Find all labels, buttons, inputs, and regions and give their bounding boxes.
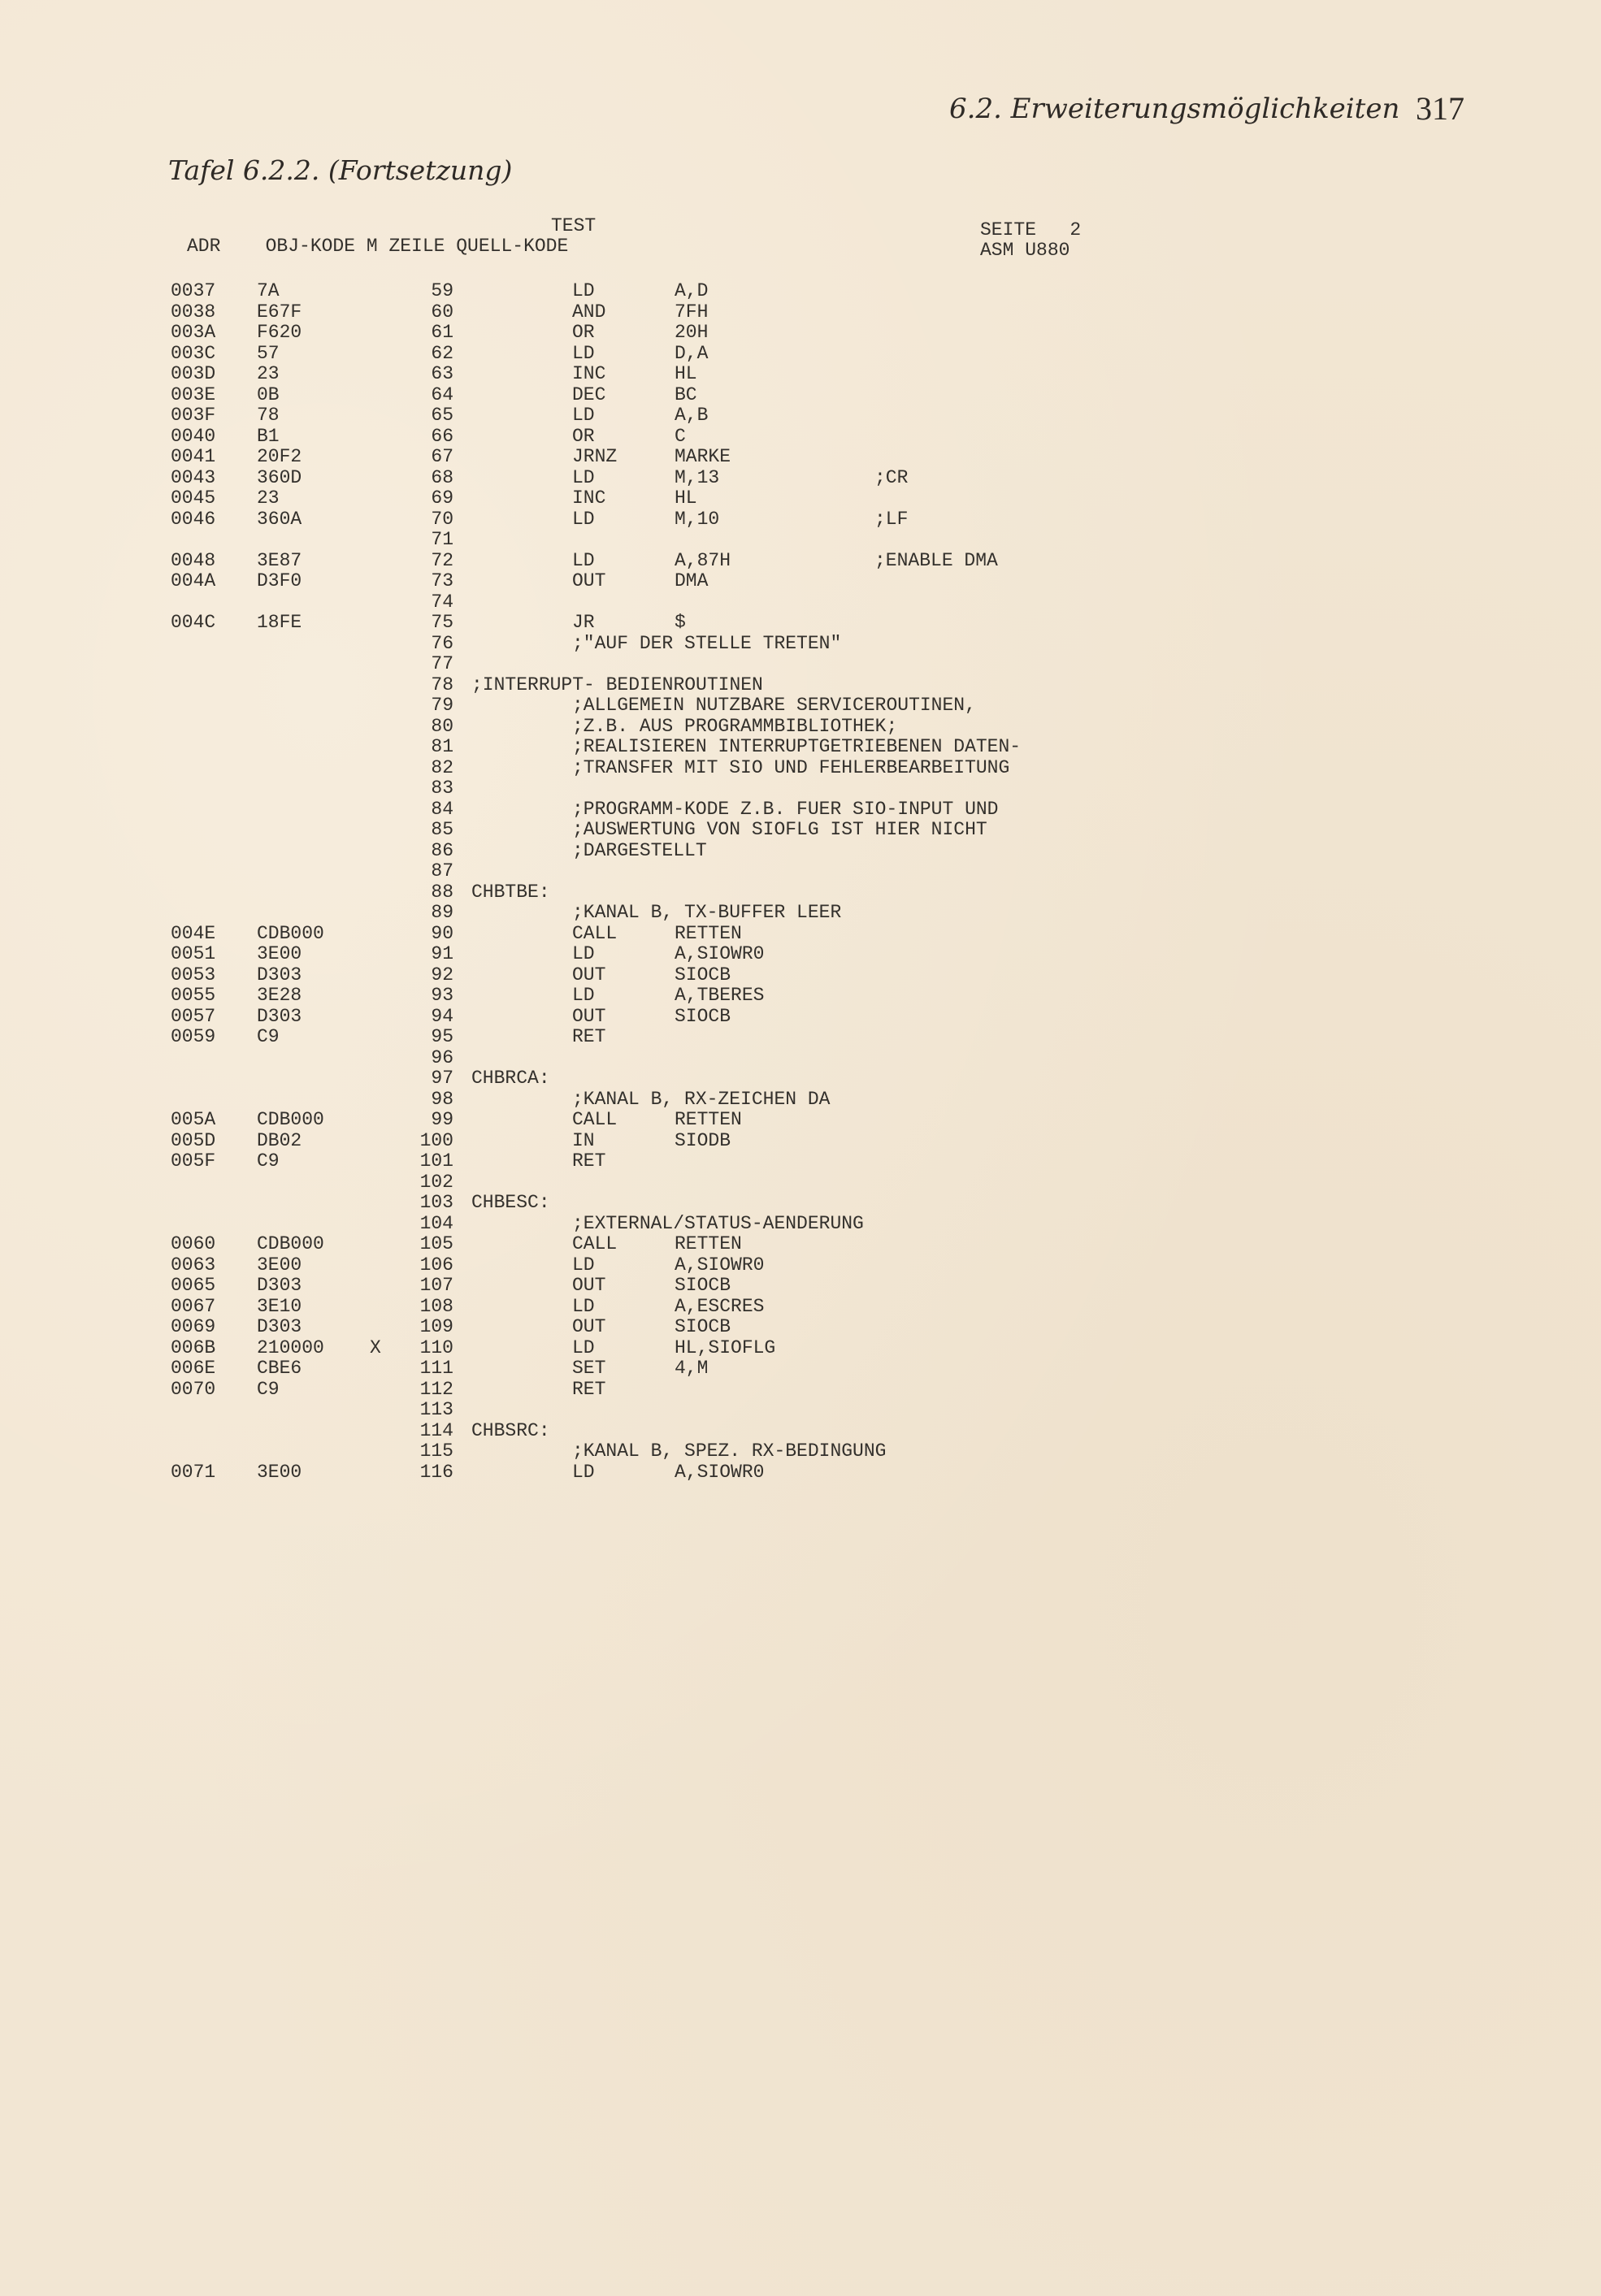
listing-row xyxy=(171,385,1146,406)
opcode-cell: OR xyxy=(572,425,595,447)
object-code-cell: 3E00 xyxy=(257,1254,302,1276)
line-number-cell: 59 xyxy=(431,280,453,301)
object-code-cell: 3E10 xyxy=(257,1295,302,1317)
opcode-cell: OUT xyxy=(572,570,606,591)
object-code-cell: D3F0 xyxy=(257,570,302,591)
line-number-cell: 61 xyxy=(431,322,453,343)
listing-row xyxy=(171,1007,1146,1028)
listing-row xyxy=(171,1441,1146,1462)
line-number-cell: 100 xyxy=(419,1129,453,1151)
line-number-cell: 105 xyxy=(419,1233,453,1254)
line-number-cell: 92 xyxy=(431,964,453,986)
listing-row xyxy=(171,1151,1146,1172)
listing-row xyxy=(171,1172,1146,1193)
line-number-cell: 86 xyxy=(431,839,453,861)
address-cell: 004A xyxy=(171,570,216,591)
operand-cell: MARKE xyxy=(675,446,731,467)
object-code-cell: CDB000 xyxy=(257,922,324,944)
listing-row xyxy=(171,1317,1146,1338)
operand-cell: A,B xyxy=(675,405,709,426)
listing-row xyxy=(171,1297,1146,1318)
opcode-cell: LD xyxy=(572,342,595,364)
listing-row xyxy=(171,634,1146,655)
page-label: SEITE 2 xyxy=(980,219,1082,240)
listing-row xyxy=(171,364,1146,385)
address-cell: 003A xyxy=(171,322,216,343)
line-number-cell: 80 xyxy=(431,715,453,737)
listing-row xyxy=(171,944,1146,965)
opcode-cell: ;REALISIEREN INTERRUPTGETRIEBENEN DATEN- xyxy=(572,736,1022,757)
listing-row xyxy=(171,1255,1146,1276)
listing-row xyxy=(171,551,1146,572)
address-cell: 0041 xyxy=(171,446,216,467)
object-code-cell: 57 xyxy=(257,342,280,364)
listing-row xyxy=(171,1380,1146,1401)
listing-row xyxy=(171,323,1146,344)
opcode-cell: ;"AUF DER STELLE TRETEN" xyxy=(572,632,842,654)
opcode-cell: ;KANAL B, SPEZ. RX-BEDINGUNG xyxy=(572,1440,887,1462)
listing-row xyxy=(171,1090,1146,1111)
listing-row xyxy=(171,861,1146,882)
opcode-cell: OR xyxy=(572,322,595,343)
address-cell: 003F xyxy=(171,405,216,426)
line-number-cell: 66 xyxy=(431,425,453,447)
listing-row xyxy=(171,1027,1146,1048)
running-header-title: 6.2. Erweiterungsmöglichkeiten xyxy=(949,93,1400,125)
object-code-cell: B1 xyxy=(257,425,280,447)
assembler-listing xyxy=(171,281,1146,1483)
operand-cell: BC xyxy=(675,383,697,405)
listing-row xyxy=(171,717,1146,738)
listing-row xyxy=(171,924,1146,945)
label-cell: CHBTBE: xyxy=(471,881,550,903)
line-number-cell: 69 xyxy=(431,487,453,509)
operand-cell: SIOCB xyxy=(675,964,731,986)
operand-cell: 4,M xyxy=(675,1358,709,1379)
object-code-cell: DB02 xyxy=(257,1129,302,1151)
listing-row xyxy=(171,447,1146,468)
opcode-cell: ;PROGRAMM-KODE Z.B. FUER SIO-INPUT UND xyxy=(572,798,999,820)
marker-cell: X xyxy=(370,1336,381,1358)
listing-row xyxy=(171,1421,1146,1442)
opcode-cell: LD xyxy=(572,549,595,571)
line-number-cell: 112 xyxy=(419,1378,453,1400)
object-code-cell: 23 xyxy=(257,363,280,384)
listing-row xyxy=(171,468,1146,489)
address-cell: 006B xyxy=(171,1336,216,1358)
listing-row xyxy=(171,1338,1146,1359)
line-number-cell: 90 xyxy=(431,922,453,944)
object-code-cell: 78 xyxy=(257,405,280,426)
object-code-cell: C9 xyxy=(257,1026,280,1047)
object-code-cell: 3E00 xyxy=(257,1461,302,1483)
program-name: TEST xyxy=(551,215,597,236)
opcode-cell: LD xyxy=(572,1254,595,1276)
line-number-cell: 75 xyxy=(431,612,453,633)
listing-row xyxy=(171,1048,1146,1069)
line-number-cell: 81 xyxy=(431,736,453,757)
opcode-cell: ;KANAL B, RX-ZEICHEN DA xyxy=(572,1088,831,1110)
line-number-cell: 88 xyxy=(431,881,453,903)
address-cell: 0055 xyxy=(171,985,216,1006)
operand-cell: A,SIOWR0 xyxy=(675,1254,765,1276)
opcode-cell: ;KANAL B, TX-BUFFER LEER xyxy=(572,902,842,923)
opcode-cell: ;AUSWERTUNG VON SIOFLG IST HIER NICHT xyxy=(572,819,987,840)
object-code-cell: E67F xyxy=(257,301,302,323)
object-code-cell: D303 xyxy=(257,1275,302,1296)
line-number-cell: 70 xyxy=(431,508,453,530)
address-cell: 0038 xyxy=(171,301,216,323)
address-cell: 003C xyxy=(171,342,216,364)
line-number-cell: 106 xyxy=(419,1254,453,1276)
object-code-cell: F620 xyxy=(257,322,302,343)
opcode-cell: ;TRANSFER MIT SIO UND FEHLERBEARBEITUNG xyxy=(572,756,1010,778)
listing-row xyxy=(171,1068,1146,1090)
address-cell: 005F xyxy=(171,1150,216,1172)
object-code-cell: D303 xyxy=(257,1316,302,1337)
line-number-cell: 96 xyxy=(431,1046,453,1068)
address-cell: 0043 xyxy=(171,466,216,488)
line-number-cell: 72 xyxy=(431,549,453,571)
opcode-cell: INC xyxy=(572,363,606,384)
opcode-cell: CALL xyxy=(572,922,618,944)
address-cell: 004C xyxy=(171,612,216,633)
opcode-cell: LD xyxy=(572,985,595,1006)
label-cell: CHBSRC: xyxy=(471,1419,550,1441)
column-headings: ADR OBJ-KODE M ZEILE QUELL-KODE xyxy=(187,236,569,257)
object-code-cell: 3E00 xyxy=(257,943,302,964)
listing-row xyxy=(171,613,1146,634)
address-cell: 0071 xyxy=(171,1461,216,1483)
opcode-cell: RET xyxy=(572,1150,606,1172)
listing-row xyxy=(171,592,1146,613)
operand-cell: 7FH xyxy=(675,301,709,323)
address-cell: 0037 xyxy=(171,280,216,301)
opcode-cell: LD xyxy=(572,508,595,530)
line-number-cell: 104 xyxy=(419,1212,453,1234)
label-cell: ;INTERRUPT- BEDIENROUTINEN xyxy=(471,674,763,695)
listing-row xyxy=(171,1131,1146,1152)
listing-row xyxy=(171,427,1146,448)
object-code-cell: 360D xyxy=(257,466,302,488)
line-number-cell: 93 xyxy=(431,985,453,1006)
opcode-cell: CALL xyxy=(572,1109,618,1130)
opcode-cell: INC xyxy=(572,487,606,509)
listing-row xyxy=(171,530,1146,551)
listing-row xyxy=(171,675,1146,696)
line-number-cell: 99 xyxy=(431,1109,453,1130)
opcode-cell: LD xyxy=(572,1295,595,1317)
operand-cell: A,87H xyxy=(675,549,731,571)
opcode-cell: RET xyxy=(572,1026,606,1047)
opcode-cell: JRNZ xyxy=(572,446,618,467)
line-number-cell: 76 xyxy=(431,632,453,654)
listing-row xyxy=(171,1276,1146,1297)
line-number-cell: 65 xyxy=(431,405,453,426)
listing-row xyxy=(171,841,1146,862)
opcode-cell: LD xyxy=(572,1461,595,1483)
opcode-cell: LD xyxy=(572,280,595,301)
object-code-cell: 20F2 xyxy=(257,446,302,467)
line-number-cell: 109 xyxy=(419,1316,453,1337)
opcode-cell: LD xyxy=(572,466,595,488)
table-caption: Tafel 6.2.2. (Fortsetzung) xyxy=(168,154,513,186)
operand-cell: A,D xyxy=(675,280,709,301)
operand-cell: HL,SIOFLG xyxy=(675,1336,776,1358)
listing-row xyxy=(171,654,1146,675)
object-code-cell: C9 xyxy=(257,1378,280,1400)
opcode-cell: AND xyxy=(572,301,606,323)
opcode-cell: OUT xyxy=(572,1275,606,1296)
object-code-cell: CBE6 xyxy=(257,1358,302,1379)
address-cell: 0051 xyxy=(171,943,216,964)
address-cell: 0067 xyxy=(171,1295,216,1317)
address-cell: 0069 xyxy=(171,1316,216,1337)
listing-row xyxy=(171,571,1146,592)
listing-row xyxy=(171,344,1146,365)
line-number-cell: 102 xyxy=(419,1171,453,1193)
object-code-cell: CDB000 xyxy=(257,1109,324,1130)
comment-cell: ;ENABLE DMA xyxy=(874,549,998,571)
listing-row xyxy=(171,488,1146,509)
operand-cell: HL xyxy=(675,363,697,384)
line-number-cell: 85 xyxy=(431,819,453,840)
operand-cell: A,TBERES xyxy=(675,985,765,1006)
line-number-cell: 108 xyxy=(419,1295,453,1317)
address-cell: 006E xyxy=(171,1358,216,1379)
address-cell: 004E xyxy=(171,922,216,944)
listing-row xyxy=(171,986,1146,1007)
line-number-cell: 74 xyxy=(431,591,453,613)
comment-cell: ;LF xyxy=(874,508,909,530)
listing-row xyxy=(171,1214,1146,1235)
line-number-cell: 110 xyxy=(419,1336,453,1358)
object-code-cell: 360A xyxy=(257,508,302,530)
opcode-cell: ;Z.B. AUS PROGRAMMBIBLIOTHEK; xyxy=(572,715,898,737)
line-number-cell: 114 xyxy=(419,1419,453,1441)
line-number-cell: 71 xyxy=(431,529,453,550)
opcode-cell: OUT xyxy=(572,964,606,986)
listing-row xyxy=(171,695,1146,717)
listing-row xyxy=(171,302,1146,323)
opcode-cell: ;DARGESTELLT xyxy=(572,839,707,861)
operand-cell: A,SIOWR0 xyxy=(675,943,765,964)
object-code-cell: 3E87 xyxy=(257,549,302,571)
line-number-cell: 111 xyxy=(419,1358,453,1379)
line-number-cell: 103 xyxy=(419,1192,453,1213)
line-number-cell: 94 xyxy=(431,1005,453,1027)
line-number-cell: 83 xyxy=(431,778,453,799)
address-cell: 0057 xyxy=(171,1005,216,1027)
object-code-cell: C9 xyxy=(257,1150,280,1172)
operand-cell: RETTEN xyxy=(675,1233,742,1254)
object-code-cell: CDB000 xyxy=(257,1233,324,1254)
line-number-cell: 87 xyxy=(431,860,453,882)
operand-cell: SIODB xyxy=(675,1129,731,1151)
opcode-cell: JR xyxy=(572,612,595,633)
line-number-cell: 77 xyxy=(431,653,453,674)
operand-cell: A,SIOWR0 xyxy=(675,1461,765,1483)
opcode-cell: OUT xyxy=(572,1316,606,1337)
address-cell: 003E xyxy=(171,383,216,405)
operand-cell: SIOCB xyxy=(675,1316,731,1337)
operand-cell: DMA xyxy=(675,570,709,591)
operand-cell: HL xyxy=(675,487,697,509)
operand-cell: $ xyxy=(675,612,686,633)
opcode-cell: ;EXTERNAL/STATUS-AENDERUNG xyxy=(572,1212,864,1234)
operand-cell: A,ESCRES xyxy=(675,1295,765,1317)
line-number-cell: 78 xyxy=(431,674,453,695)
opcode-cell: IN xyxy=(572,1129,595,1151)
opcode-cell: LD xyxy=(572,1336,595,1358)
listing-row xyxy=(171,1234,1146,1255)
line-number-cell: 113 xyxy=(419,1399,453,1420)
opcode-cell: RET xyxy=(572,1378,606,1400)
address-cell: 005A xyxy=(171,1109,216,1130)
listing-row xyxy=(171,799,1146,821)
operand-cell: M,10 xyxy=(675,508,720,530)
operand-cell: 20H xyxy=(675,322,709,343)
opcode-cell: LD xyxy=(572,943,595,964)
line-number-cell: 73 xyxy=(431,570,453,591)
listing-row xyxy=(171,1462,1146,1484)
line-number-cell: 82 xyxy=(431,756,453,778)
listing-row xyxy=(171,820,1146,841)
address-cell: 0053 xyxy=(171,964,216,986)
object-code-cell: 3E28 xyxy=(257,985,302,1006)
line-number-cell: 91 xyxy=(431,943,453,964)
object-code-cell: 210000 xyxy=(257,1336,324,1358)
line-number-cell: 97 xyxy=(431,1068,453,1089)
line-number-cell: 84 xyxy=(431,798,453,820)
address-cell: 0065 xyxy=(171,1275,216,1296)
operand-cell: D,A xyxy=(675,342,709,364)
address-cell: 0060 xyxy=(171,1233,216,1254)
line-number-cell: 63 xyxy=(431,363,453,384)
listing-row xyxy=(171,965,1146,986)
operand-cell: SIOCB xyxy=(675,1005,731,1027)
opcode-cell: ;ALLGEMEIN NUTZBARE SERVICEROUTINEN, xyxy=(572,695,976,716)
listing-row xyxy=(171,1400,1146,1421)
object-code-cell: D303 xyxy=(257,1005,302,1027)
listing-row xyxy=(171,1358,1146,1380)
line-number-cell: 116 xyxy=(419,1461,453,1483)
opcode-cell: SET xyxy=(572,1358,606,1379)
listing-row xyxy=(171,1110,1146,1131)
listing-row xyxy=(171,882,1146,903)
operand-cell: RETTEN xyxy=(675,922,742,944)
operand-cell: SIOCB xyxy=(675,1275,731,1296)
opcode-cell: OUT xyxy=(572,1005,606,1027)
line-number-cell: 64 xyxy=(431,383,453,405)
operand-cell: RETTEN xyxy=(675,1109,742,1130)
opcode-cell: CALL xyxy=(572,1233,618,1254)
line-number-cell: 107 xyxy=(419,1275,453,1296)
opcode-cell: LD xyxy=(572,405,595,426)
address-cell: 0070 xyxy=(171,1378,216,1400)
line-number-cell: 98 xyxy=(431,1088,453,1110)
address-cell: 003D xyxy=(171,363,216,384)
listing-row xyxy=(171,509,1146,531)
address-cell: 0046 xyxy=(171,508,216,530)
listing-row xyxy=(171,405,1146,427)
object-code-cell: 7A xyxy=(257,280,280,301)
listing-row xyxy=(171,281,1146,302)
listing-row xyxy=(171,1193,1146,1214)
line-number-cell: 89 xyxy=(431,902,453,923)
address-cell: 005D xyxy=(171,1129,216,1151)
assembler-label: ASM U880 xyxy=(980,240,1070,261)
address-cell: 0063 xyxy=(171,1254,216,1276)
line-number-cell: 62 xyxy=(431,342,453,364)
opcode-cell: DEC xyxy=(572,383,606,405)
line-number-cell: 60 xyxy=(431,301,453,323)
line-number-cell: 68 xyxy=(431,466,453,488)
object-code-cell: 0B xyxy=(257,383,280,405)
object-code-cell: 18FE xyxy=(257,612,302,633)
line-number-cell: 115 xyxy=(419,1440,453,1462)
operand-cell: C xyxy=(675,425,686,447)
label-cell: CHBRCA: xyxy=(471,1068,550,1089)
page-number: 317 xyxy=(1416,90,1464,127)
line-number-cell: 67 xyxy=(431,446,453,467)
address-cell: 0045 xyxy=(171,487,216,509)
line-number-cell: 101 xyxy=(419,1150,453,1172)
address-cell: 0040 xyxy=(171,425,216,447)
listing-row xyxy=(171,903,1146,924)
object-code-cell: 23 xyxy=(257,487,280,509)
listing-row xyxy=(171,778,1146,799)
address-cell: 0048 xyxy=(171,549,216,571)
object-code-cell: D303 xyxy=(257,964,302,986)
listing-row xyxy=(171,758,1146,779)
operand-cell: M,13 xyxy=(675,466,720,488)
address-cell: 0059 xyxy=(171,1026,216,1047)
comment-cell: ;CR xyxy=(874,466,909,488)
line-number-cell: 79 xyxy=(431,695,453,716)
label-cell: CHBESC: xyxy=(471,1192,550,1213)
line-number-cell: 95 xyxy=(431,1026,453,1047)
listing-row xyxy=(171,737,1146,758)
